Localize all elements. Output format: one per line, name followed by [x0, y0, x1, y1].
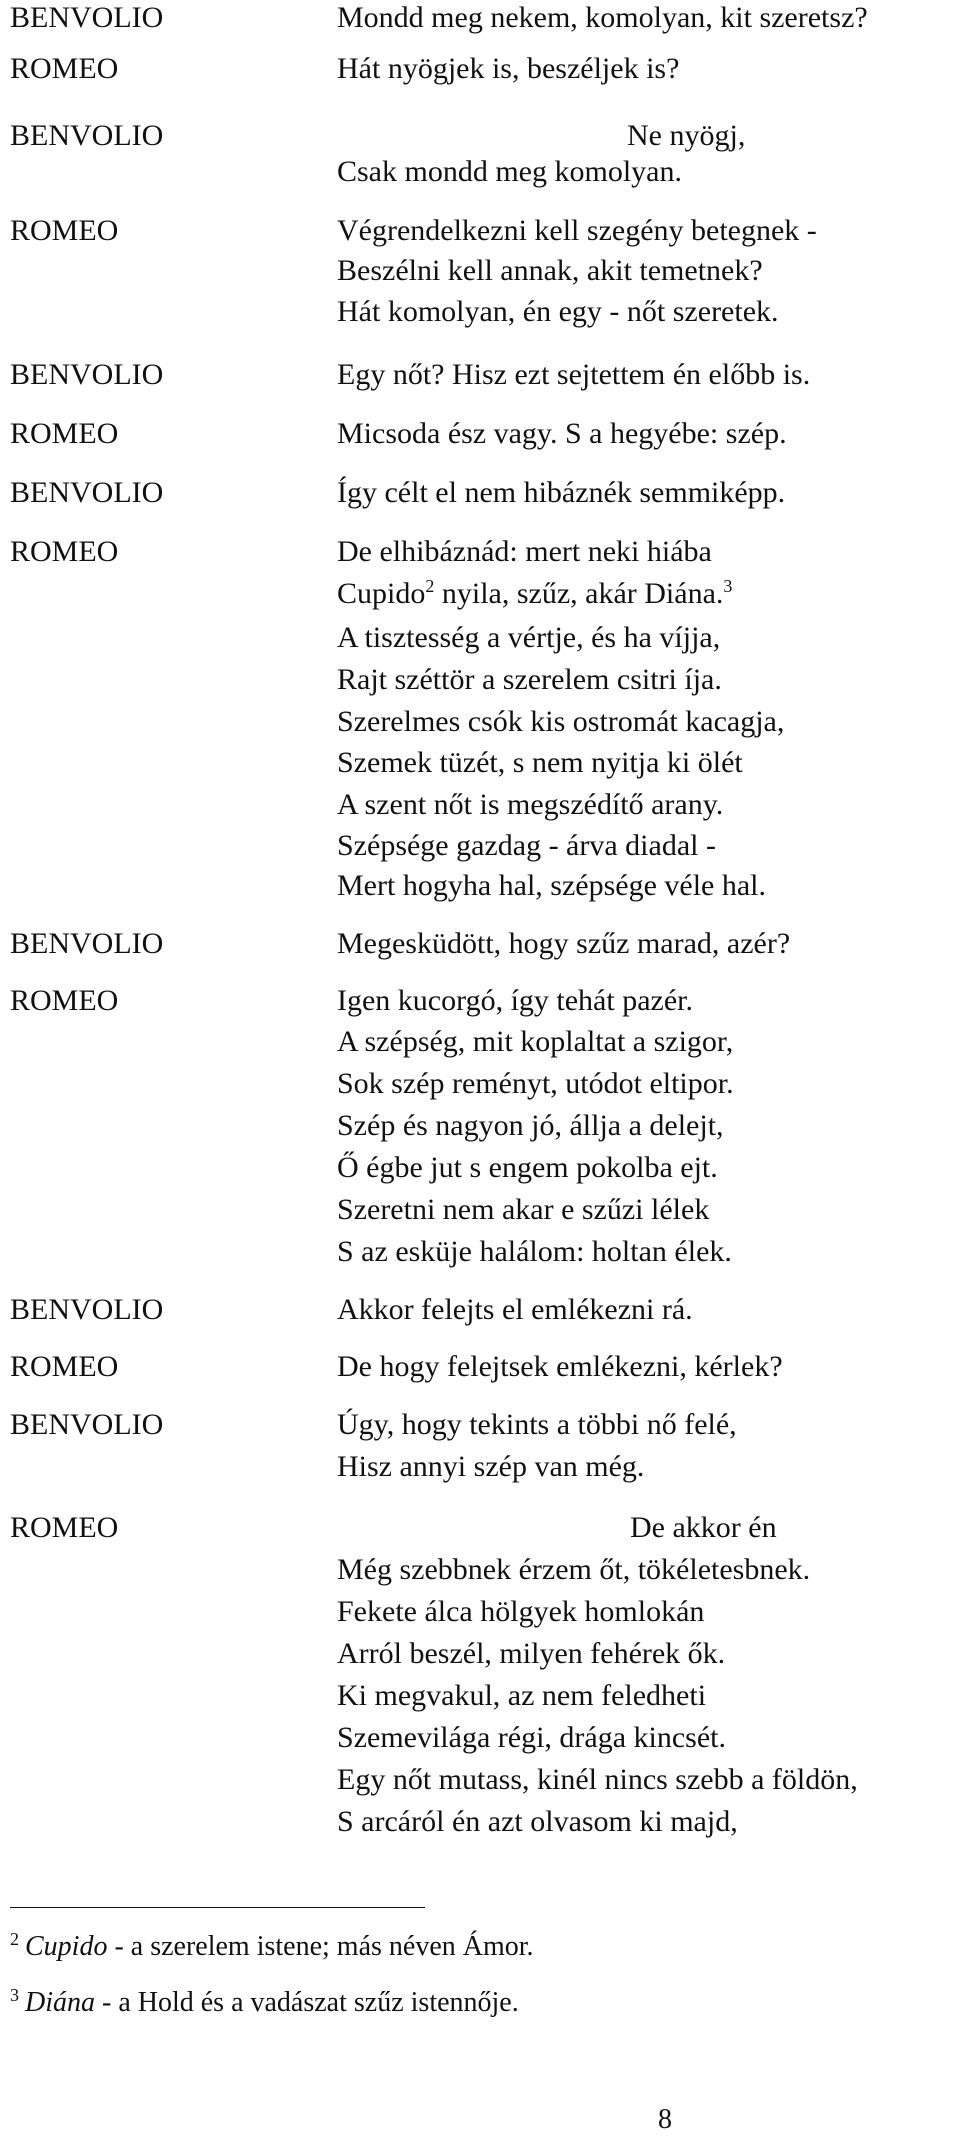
- dialogue-line: Hisz annyi szép van még.: [337, 1450, 645, 1483]
- speaker-label: ROMEO: [10, 1511, 119, 1544]
- dialogue-line: Egy nőt mutass, kinél nincs szebb a földön,: [337, 1763, 858, 1796]
- dialogue-line: Szeretni nem akar e szűzi lélek: [337, 1193, 710, 1226]
- dialogue-line: Igen kucorgó, így tehát pazér.: [337, 984, 693, 1017]
- dialogue-line: Megesküdött, hogy szűz marad, azér?: [337, 927, 791, 960]
- speaker-label: ROMEO: [10, 417, 119, 450]
- footnote: [10, 1929, 534, 1965]
- dialogue-line: Mondd meg nekem, komolyan, kit szeretsz?: [337, 1, 868, 34]
- speaker-label: BENVOLIO: [10, 927, 164, 960]
- dialogue-line: Még szebbnek érzem őt, tökéletesbnek.: [337, 1553, 811, 1586]
- dialogue-line: S az esküje halálom: holtan élek.: [337, 1235, 732, 1268]
- page-number: 8: [658, 2104, 672, 2135]
- cupido-word: Cupido: [337, 577, 426, 610]
- dialogue-line: Úgy, hogy tekints a többi nő felé,: [337, 1408, 737, 1441]
- footnote-text: - a Hold és a vadászat szűz istennője.: [95, 1987, 519, 2018]
- dialogue-line: Hát komolyan, én egy - nőt szeretek.: [337, 295, 779, 328]
- dialogue-line: A tisztesség a vértje, és ha víjja,: [337, 621, 721, 654]
- dialogue-line: Végrendelkezni kell szegény betegnek -: [337, 214, 817, 247]
- dialogue-line: Ki megvakul, az nem feledheti: [337, 1679, 707, 1712]
- dialogue-line: Hát nyögjek is, beszéljek is?: [337, 52, 680, 85]
- dialogue-line: Egy nőt? Hisz ezt sejtettem én előbb is.: [337, 358, 811, 391]
- footnote-term: Diána: [25, 1987, 95, 2018]
- footnote-number: 2: [10, 1928, 19, 1949]
- dialogue-line: De hogy felejtsek emlékezni, kérlek?: [337, 1350, 783, 1383]
- dialogue-line: Akkor felejts el emlékezni rá.: [337, 1293, 693, 1326]
- speaker-label: BENVOLIO: [10, 1, 164, 34]
- speaker-label: ROMEO: [10, 214, 119, 247]
- dialogue-line: A szent nőt is megszédítő arany.: [337, 788, 724, 821]
- speaker-label: BENVOLIO: [10, 476, 164, 509]
- dialogue-line: De akkor én: [630, 1511, 777, 1544]
- footnote-text: - a szerelem istene; más néven Ámor.: [107, 1931, 534, 1962]
- speaker-label: BENVOLIO: [10, 119, 164, 152]
- dialogue-line: Csak mondd meg komolyan.: [337, 155, 682, 188]
- speaker-label: ROMEO: [10, 984, 119, 1017]
- dialogue-line: Sok szép reményt, utódot eltipor.: [337, 1067, 734, 1100]
- footnote-mark: 2: [425, 576, 435, 596]
- dialogue-line: Szemevilága régi, drága kincsét.: [337, 1721, 727, 1754]
- dialogue-line: Szemek tüzét, s nem nyitja ki ölét: [337, 746, 743, 779]
- dialogue-line: A szépség, mit koplaltat a szigor,: [337, 1025, 734, 1058]
- speaker-label: BENVOLIO: [10, 358, 164, 391]
- dialogue-line: Rajt széttör a szerelem csitri íja.: [337, 663, 722, 696]
- speaker-label: ROMEO: [10, 52, 119, 85]
- footnote: [10, 1985, 519, 2021]
- footnote-number: 3: [10, 1984, 19, 2005]
- footnote-term: Cupido: [25, 1931, 108, 1962]
- dialogue-line: Ő égbe jut s engem pokolba ejt.: [337, 1151, 718, 1184]
- dialogue-line: Micsoda ész vagy. S a hegyébe: szép.: [337, 417, 787, 450]
- dialogue-line: Szép és nagyon jó, állja a delejt,: [337, 1109, 724, 1142]
- dialogue-line: Szerelmes csók kis ostromát kacagja,: [337, 705, 785, 738]
- dialogue-line: Beszélni kell annak, akit temetnek?: [337, 254, 763, 287]
- speaker-label: BENVOLIO: [10, 1293, 164, 1326]
- dialogue-line: S arcáról én azt olvasom ki majd,: [337, 1805, 738, 1838]
- dialogue-line: Ne nyögj,: [627, 119, 746, 152]
- dialogue-line: [337, 574, 732, 614]
- dialogue-line: Mert hogyha hal, szépsége véle hal.: [337, 869, 767, 902]
- dialogue-line: De elhibáznád: mert neki hiába: [337, 535, 712, 568]
- speaker-label: ROMEO: [10, 535, 119, 568]
- dialogue-line: Így célt el nem hibáznék semmiképp.: [337, 476, 786, 509]
- speaker-label: ROMEO: [10, 1350, 119, 1383]
- footnote-divider: [10, 1907, 425, 1908]
- dialogue-line: Szépsége gazdag - árva diadal -: [337, 829, 716, 862]
- dialogue-line-rest: nyila, szűz, akár Diána.: [434, 577, 724, 610]
- dialogue-line: Arról beszél, milyen fehérek ők.: [337, 1637, 726, 1670]
- dialogue-line: Fekete álca hölgyek homlokán: [337, 1595, 705, 1628]
- speaker-label: BENVOLIO: [10, 1408, 164, 1441]
- footnote-mark: 3: [723, 576, 733, 596]
